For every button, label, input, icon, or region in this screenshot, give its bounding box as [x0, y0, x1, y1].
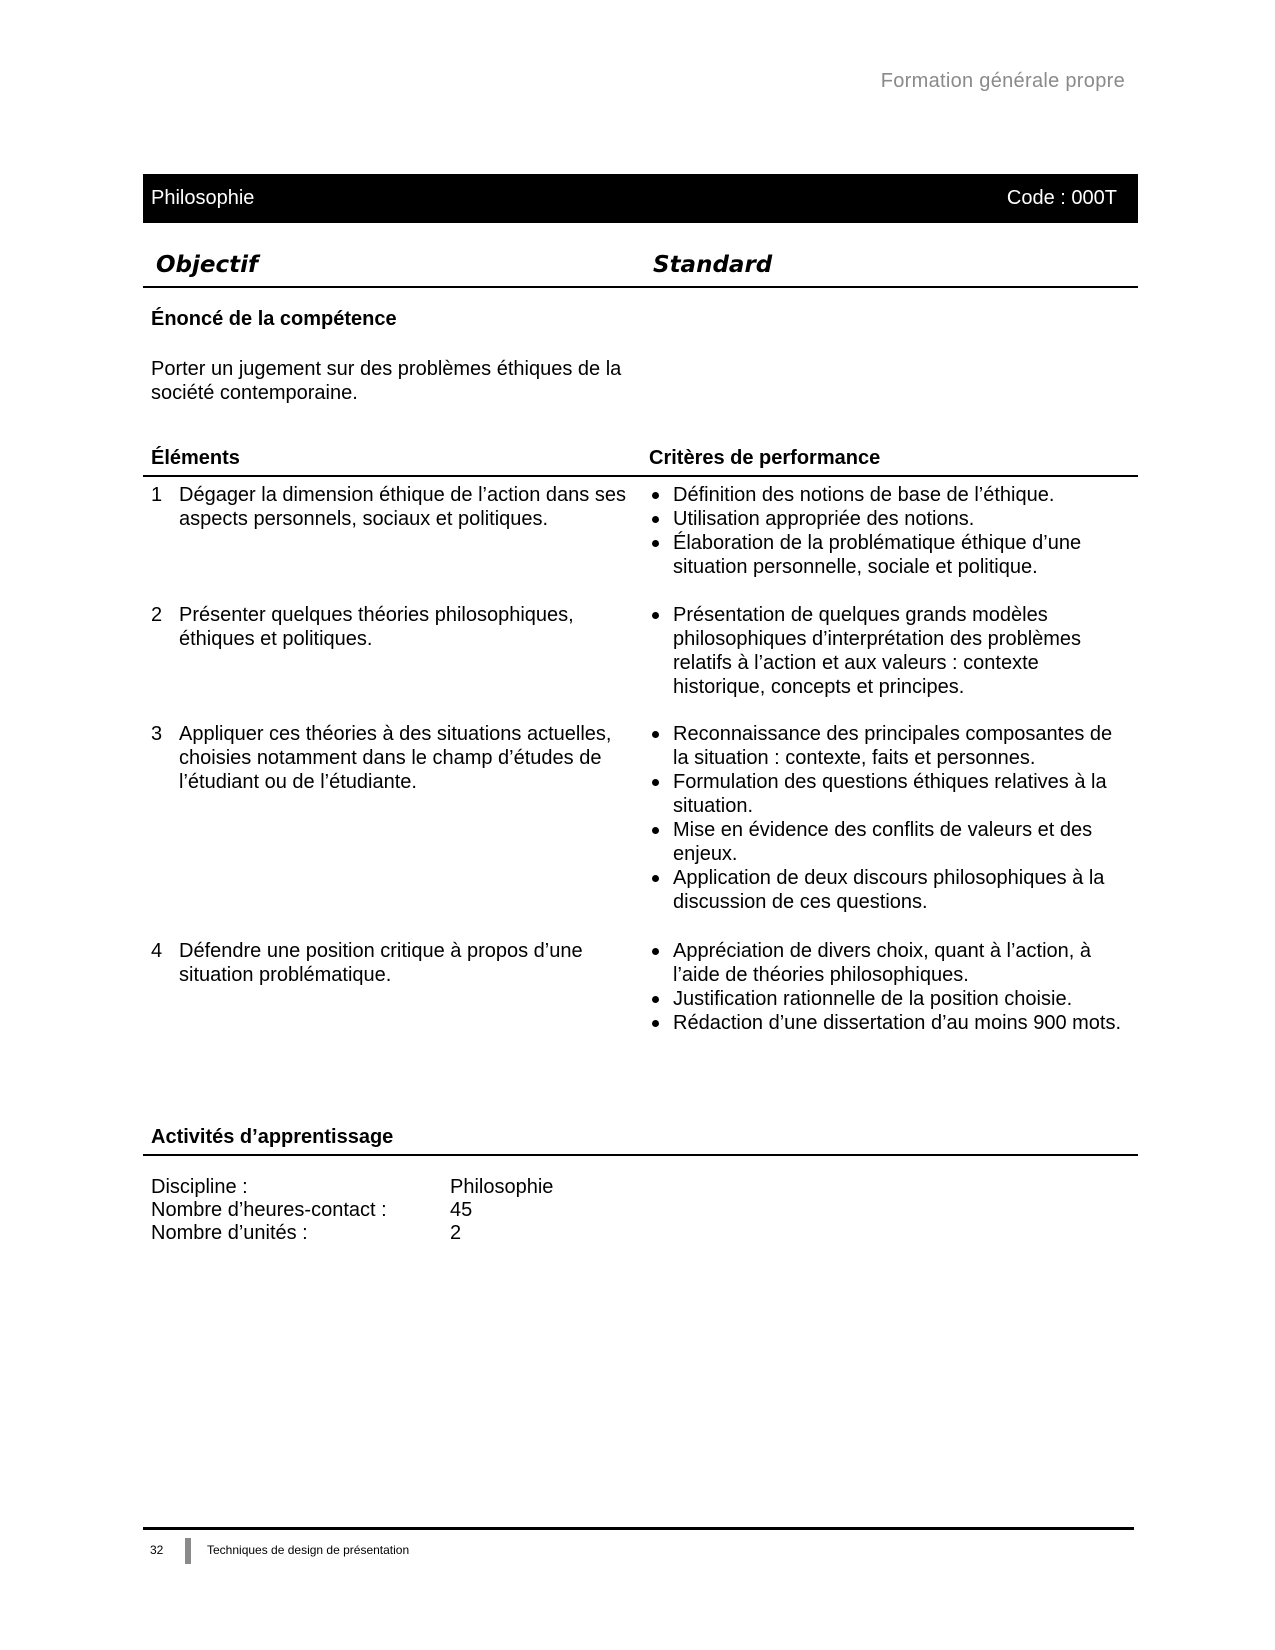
criteria-heading: Critères de performance: [649, 447, 881, 469]
info-value: Philosophie: [450, 1176, 554, 1198]
criteria-list: [649, 722, 1131, 914]
criterion-item: Application de deux discours philosophiques à la discussion de ces questions.: [649, 866, 1131, 914]
element-number: 2: [151, 604, 163, 626]
criterion-item: Mise en évidence des conflits de valeurs et des enjeux.: [649, 818, 1131, 866]
criterion-item: Reconnaissance des principales composantes de la situation : contexte, faits et personnes.: [649, 722, 1131, 770]
criterion-item: Justification rationnelle de la position choisie.: [649, 987, 1131, 1011]
activities-header: [143, 1126, 1138, 1156]
criterion-item: Formulation des questions éthiques relatives à la situation.: [649, 770, 1131, 818]
info-row: [151, 1222, 553, 1245]
activities-info: [151, 1176, 553, 1245]
criteria-list: [649, 939, 1131, 1035]
criterion-item: Rédaction d’une dissertation d’au moins 900 mots.: [649, 1011, 1131, 1035]
footer-divider: [185, 1538, 191, 1564]
criterion-item: Définition des notions de base de l’éthique.: [649, 483, 1131, 507]
criterion-item: Élaboration de la problématique éthique d’une situation personnelle, sociale et politique.: [649, 531, 1131, 579]
activities-heading: Activités d’apprentissage: [151, 1126, 394, 1148]
info-value: 45: [450, 1199, 473, 1221]
footer-rule: [143, 1527, 1134, 1530]
info-value: 2: [450, 1222, 462, 1244]
column-headers: [143, 252, 1138, 288]
element-number: 3: [151, 723, 163, 745]
info-key: Discipline :: [151, 1176, 248, 1198]
element-text: Dégager la dimension éthique de l’action dans ses aspects personnels, sociaux et politiques.: [179, 484, 626, 530]
competence-label: Énoncé de la compétence: [151, 308, 397, 330]
info-row: [151, 1176, 553, 1199]
running-head: Formation générale propre: [880, 70, 1125, 92]
criterion-item: Utilisation appropriée des notions.: [649, 507, 1131, 531]
element-number: 4: [151, 940, 163, 962]
elements-heading: Éléments: [151, 447, 240, 469]
criterion-item: Présentation de quelques grands modèles philosophiques d’interprétation des problèmes relatifs à l’action et aux valeurs : contexte historique, concepts et principes.: [649, 603, 1131, 699]
info-key: Nombre d’heures-contact :: [151, 1199, 387, 1221]
subject-title: Philosophie: [151, 187, 255, 209]
page-number: 32: [150, 1543, 164, 1557]
elements-header: [143, 447, 1138, 477]
standard-heading: Standard: [653, 252, 773, 278]
course-code: Code : 000T: [1006, 187, 1117, 209]
criteria-list: [649, 483, 1131, 579]
element-text: Défendre une position critique à propos d’une situation problématique.: [179, 940, 583, 986]
criterion-item: Appréciation de divers choix, quant à l’action, à l’aide de théories philosophiques.: [649, 939, 1131, 987]
objectif-heading: Objectif: [156, 252, 259, 278]
element-text: Appliquer ces théories à des situations actuelles, choisies notamment dans le champ d’études de l’étudiant ou de l’étudiante.: [179, 723, 612, 793]
footer-title: Techniques de design de présentation: [207, 1543, 410, 1557]
element-number: 1: [151, 484, 163, 506]
info-row: [151, 1199, 553, 1222]
title-bar: [143, 174, 1138, 223]
info-key: Nombre d’unités :: [151, 1222, 308, 1244]
criteria-list: [649, 603, 1131, 699]
competence-statement: Porter un jugement sur des problèmes éthiques de la société contemporaine.: [151, 358, 622, 404]
element-text: Présenter quelques théories philosophiques, éthiques et politiques.: [179, 604, 574, 650]
